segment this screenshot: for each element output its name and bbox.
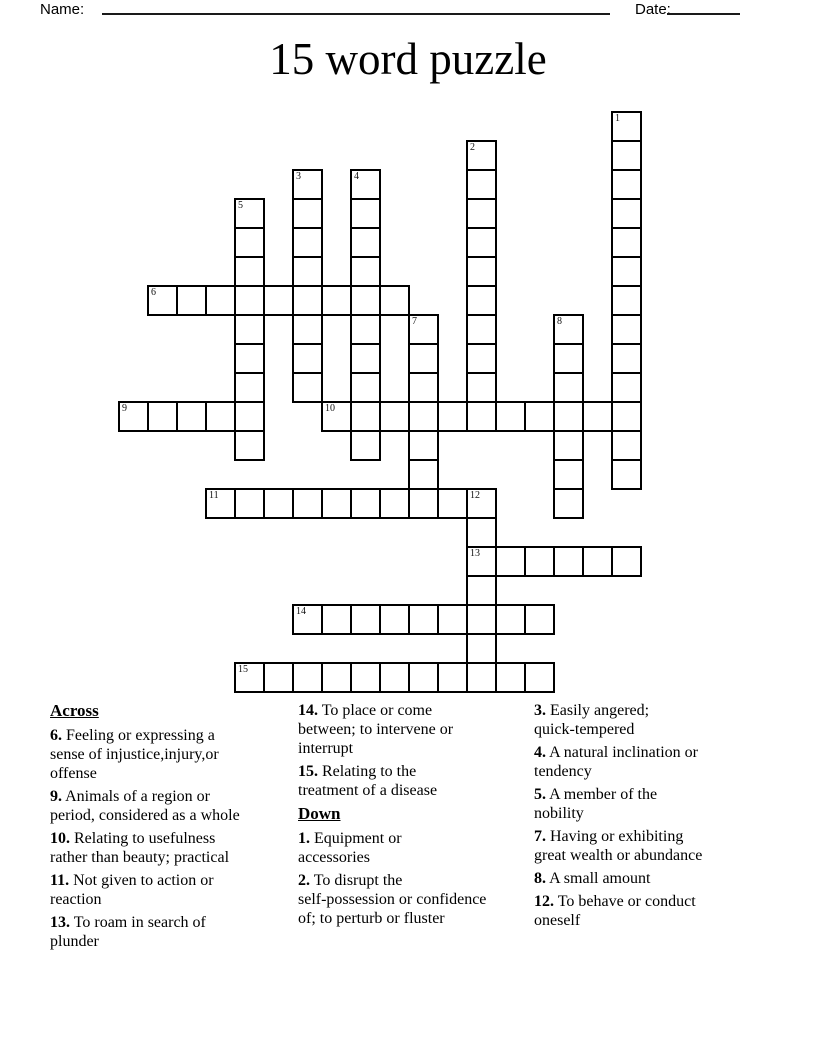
grid-cell-r5c17[interactable]: [611, 256, 642, 287]
clue-3: 3. Easily angered; quick-tempered: [534, 702, 650, 738]
grid-cell-r8c8[interactable]: [350, 343, 381, 374]
grid-cell-r12c10[interactable]: [408, 459, 439, 490]
clue-number: 2.: [298, 872, 310, 889]
grid-cell-r7c10[interactable]: [408, 314, 439, 345]
grid-cell-r19c12[interactable]: [466, 662, 497, 693]
clue-column-3: [534, 701, 786, 934]
grid-cell-r13c6[interactable]: [292, 488, 323, 519]
grid-cell-r13c11[interactable]: [437, 488, 468, 519]
name-label: Name:: [40, 1, 85, 18]
grid-cell-r13c5[interactable]: [263, 488, 294, 519]
grid-cell-r17c14[interactable]: [524, 604, 555, 635]
grid-cell-r2c17[interactable]: [611, 169, 642, 200]
grid-cell-r6c1[interactable]: [147, 285, 178, 316]
grid-cell-r5c4[interactable]: [234, 256, 265, 287]
grid-cell-r6c7[interactable]: [321, 285, 352, 316]
grid-cell-r10c0[interactable]: [118, 401, 149, 432]
cell-number-11: 11: [209, 490, 219, 501]
grid-cell-r14c12[interactable]: [466, 517, 497, 548]
clue-9: 9. Animals of a region or period, considered as a whole: [50, 788, 240, 824]
grid-cell-r5c8[interactable]: [350, 256, 381, 287]
grid-cell-r1c17[interactable]: [611, 140, 642, 171]
clue-11: 11. Not given to action or reaction: [50, 872, 214, 908]
grid-cell-r1c12[interactable]: [466, 140, 497, 171]
cell-number-13: 13: [470, 548, 480, 559]
grid-cell-r15c15[interactable]: [553, 546, 584, 577]
grid-cell-r15c12[interactable]: [466, 546, 497, 577]
grid-cell-r13c12[interactable]: [466, 488, 497, 519]
grid-cell-r17c10[interactable]: [408, 604, 439, 635]
grid-cell-r10c9[interactable]: [379, 401, 410, 432]
clue-6: 6. Feeling or expressing a sense of injustice,injury,or offense: [50, 727, 219, 782]
grid-cell-r4c12[interactable]: [466, 227, 497, 258]
grid-cell-r19c6[interactable]: [292, 662, 323, 693]
grid-cell-r6c12[interactable]: [466, 285, 497, 316]
grid-cell-r16c12[interactable]: [466, 575, 497, 606]
grid-cell-r13c4[interactable]: [234, 488, 265, 519]
grid-cell-r17c11[interactable]: [437, 604, 468, 635]
cell-number-1: 1: [615, 113, 620, 124]
grid-cell-r13c3[interactable]: [205, 488, 236, 519]
grid-cell-r9c15[interactable]: [553, 372, 584, 403]
grid-cell-r10c14[interactable]: [524, 401, 555, 432]
grid-cell-r3c8[interactable]: [350, 198, 381, 229]
grid-cell-r15c16[interactable]: [582, 546, 613, 577]
grid-cell-r10c8[interactable]: [350, 401, 381, 432]
grid-cell-r9c10[interactable]: [408, 372, 439, 403]
grid-cell-r6c4[interactable]: [234, 285, 265, 316]
grid-cell-r19c13[interactable]: [495, 662, 526, 693]
clue-number: 14.: [298, 702, 318, 719]
grid-cell-r3c12[interactable]: [466, 198, 497, 229]
grid-cell-r10c12[interactable]: [466, 401, 497, 432]
cell-number-12: 12: [470, 490, 480, 501]
grid-cell-r19c8[interactable]: [350, 662, 381, 693]
clue-number: 4.: [534, 744, 546, 761]
date-label: Date:: [635, 1, 671, 18]
grid-cell-r11c4[interactable]: [234, 430, 265, 461]
grid-cell-r10c13[interactable]: [495, 401, 526, 432]
clue-number: 1.: [298, 830, 310, 847]
grid-cell-r5c6[interactable]: [292, 256, 323, 287]
grid-cell-r17c9[interactable]: [379, 604, 410, 635]
date-blank-line[interactable]: [667, 0, 740, 15]
grid-cell-r3c4[interactable]: [234, 198, 265, 229]
grid-cell-r6c17[interactable]: [611, 285, 642, 316]
grid-cell-r15c17[interactable]: [611, 546, 642, 577]
cell-number-5: 5: [238, 200, 243, 211]
grid-cell-r10c1[interactable]: [147, 401, 178, 432]
cell-number-14: 14: [296, 606, 306, 617]
grid-cell-r7c6[interactable]: [292, 314, 323, 345]
grid-cell-r19c5[interactable]: [263, 662, 294, 693]
grid-cell-r9c12[interactable]: [466, 372, 497, 403]
grid-cell-r19c4[interactable]: [234, 662, 265, 693]
grid-cell-r11c10[interactable]: [408, 430, 439, 461]
clue-2: 2. To disrupt the self-possession or confidence of; to perturb or fluster: [298, 872, 487, 927]
clue-10: 10. Relating to usefulness rather than beauty; practical: [50, 830, 230, 866]
grid-cell-r4c4[interactable]: [234, 227, 265, 258]
grid-cell-r13c10[interactable]: [408, 488, 439, 519]
grid-cell-r13c9[interactable]: [379, 488, 410, 519]
clues-heading-down: Down: [298, 804, 341, 823]
grid-cell-r8c6[interactable]: [292, 343, 323, 374]
grid-cell-r4c6[interactable]: [292, 227, 323, 258]
clue-15: 15. Relating to the treatment of a disease: [298, 763, 438, 799]
clue-4: 4. A natural inclination or tendency: [534, 744, 698, 780]
grid-cell-r0c17[interactable]: [611, 111, 642, 142]
grid-cell-r9c4[interactable]: [234, 372, 265, 403]
grid-cell-r10c11[interactable]: [437, 401, 468, 432]
clue-column-2: [298, 701, 538, 932]
grid-cell-r12c17[interactable]: [611, 459, 642, 490]
clue-number: 5.: [534, 786, 546, 803]
grid-cell-r19c14[interactable]: [524, 662, 555, 693]
clue-number: 12.: [534, 893, 554, 910]
grid-cell-r17c6[interactable]: [292, 604, 323, 635]
clue-12: 12. To behave or conduct oneself: [534, 893, 696, 929]
grid-cell-r10c17[interactable]: [611, 401, 642, 432]
clue-number: 3.: [534, 702, 546, 719]
grid-cell-r5c12[interactable]: [466, 256, 497, 287]
grid-cell-r10c3[interactable]: [205, 401, 236, 432]
cell-number-10: 10: [325, 403, 335, 414]
grid-cell-r9c17[interactable]: [611, 372, 642, 403]
grid-cell-r10c2[interactable]: [176, 401, 207, 432]
grid-cell-r10c7[interactable]: [321, 401, 352, 432]
grid-cell-r13c7[interactable]: [321, 488, 352, 519]
grid-cell-r9c8[interactable]: [350, 372, 381, 403]
cell-number-4: 4: [354, 171, 359, 182]
grid-cell-r10c10[interactable]: [408, 401, 439, 432]
cell-number-7: 7: [412, 316, 417, 327]
name-blank-line[interactable]: [102, 0, 610, 15]
grid-cell-r7c8[interactable]: [350, 314, 381, 345]
grid-cell-r4c8[interactable]: [350, 227, 381, 258]
cell-number-6: 6: [151, 287, 156, 298]
clue-number: 13.: [50, 914, 70, 931]
grid-cell-r6c5[interactable]: [263, 285, 294, 316]
clues-heading-across: Across: [50, 701, 99, 720]
cell-number-15: 15: [238, 664, 248, 675]
clue-1: 1. Equipment or accessories: [298, 830, 402, 866]
puzzle-title: 15 word puzzle: [269, 34, 547, 84]
cell-number-9: 9: [122, 403, 127, 414]
grid-cell-r6c8[interactable]: [350, 285, 381, 316]
grid-cell-r19c11[interactable]: [437, 662, 468, 693]
clue-5: 5. A member of the nobility: [534, 786, 658, 822]
grid-cell-r9c6[interactable]: [292, 372, 323, 403]
grid-cell-r7c12[interactable]: [466, 314, 497, 345]
clue-number: 10.: [50, 830, 70, 847]
clue-number: 6.: [50, 727, 62, 744]
grid-cell-r17c13[interactable]: [495, 604, 526, 635]
grid-cell-r7c15[interactable]: [553, 314, 584, 345]
grid-cell-r18c12[interactable]: [466, 633, 497, 664]
grid-cell-r13c15[interactable]: [553, 488, 584, 519]
grid-cell-r19c9[interactable]: [379, 662, 410, 693]
grid-cell-r3c17[interactable]: [611, 198, 642, 229]
grid-cell-r17c12[interactable]: [466, 604, 497, 635]
cell-number-8: 8: [557, 316, 562, 327]
grid-cell-r17c8[interactable]: [350, 604, 381, 635]
clue-8: 8. A small amount: [534, 870, 651, 887]
grid-cell-r10c4[interactable]: [234, 401, 265, 432]
grid-cell-r2c8[interactable]: [350, 169, 381, 200]
grid-cell-r7c17[interactable]: [611, 314, 642, 345]
cell-number-2: 2: [470, 142, 475, 153]
cell-number-3: 3: [296, 171, 301, 182]
grid-cell-r6c2[interactable]: [176, 285, 207, 316]
clue-number: 7.: [534, 828, 546, 845]
grid-cell-r15c13[interactable]: [495, 546, 526, 577]
grid-cell-r13c8[interactable]: [350, 488, 381, 519]
grid-cell-r8c12[interactable]: [466, 343, 497, 374]
grid-cell-r11c15[interactable]: [553, 430, 584, 461]
grid-cell-r6c6[interactable]: [292, 285, 323, 316]
grid-cell-r6c9[interactable]: [379, 285, 410, 316]
clue-number: 11.: [50, 872, 70, 889]
grid-cell-r12c15[interactable]: [553, 459, 584, 490]
clue-column-1: [50, 701, 284, 955]
grid-cell-r11c17[interactable]: [611, 430, 642, 461]
clue-number: 9.: [50, 788, 62, 805]
grid-cell-r19c10[interactable]: [408, 662, 439, 693]
grid-cell-r10c16[interactable]: [582, 401, 613, 432]
grid-cell-r4c17[interactable]: [611, 227, 642, 258]
grid-cell-r8c4[interactable]: [234, 343, 265, 374]
grid-cell-r6c3[interactable]: [205, 285, 236, 316]
grid-cell-r8c15[interactable]: [553, 343, 584, 374]
clue-14: 14. To place or come between; to intervene or interrupt: [298, 702, 454, 757]
clue-7: 7. Having or exhibiting great wealth or abundance: [534, 828, 703, 864]
grid-cell-r8c17[interactable]: [611, 343, 642, 374]
grid-cell-r7c4[interactable]: [234, 314, 265, 345]
clue-13: 13. To roam in search of plunder: [50, 914, 206, 950]
grid-cell-r11c8[interactable]: [350, 430, 381, 461]
clue-number: 15.: [298, 763, 318, 780]
grid-cell-r19c7[interactable]: [321, 662, 352, 693]
grid-cell-r2c6[interactable]: [292, 169, 323, 200]
clue-number: 8.: [534, 870, 546, 887]
grid-cell-r15c14[interactable]: [524, 546, 555, 577]
grid-cell-r17c7[interactable]: [321, 604, 352, 635]
grid-cell-r8c10[interactable]: [408, 343, 439, 374]
grid-cell-r10c15[interactable]: [553, 401, 584, 432]
grid-cell-r2c12[interactable]: [466, 169, 497, 200]
grid-cell-r3c6[interactable]: [292, 198, 323, 229]
